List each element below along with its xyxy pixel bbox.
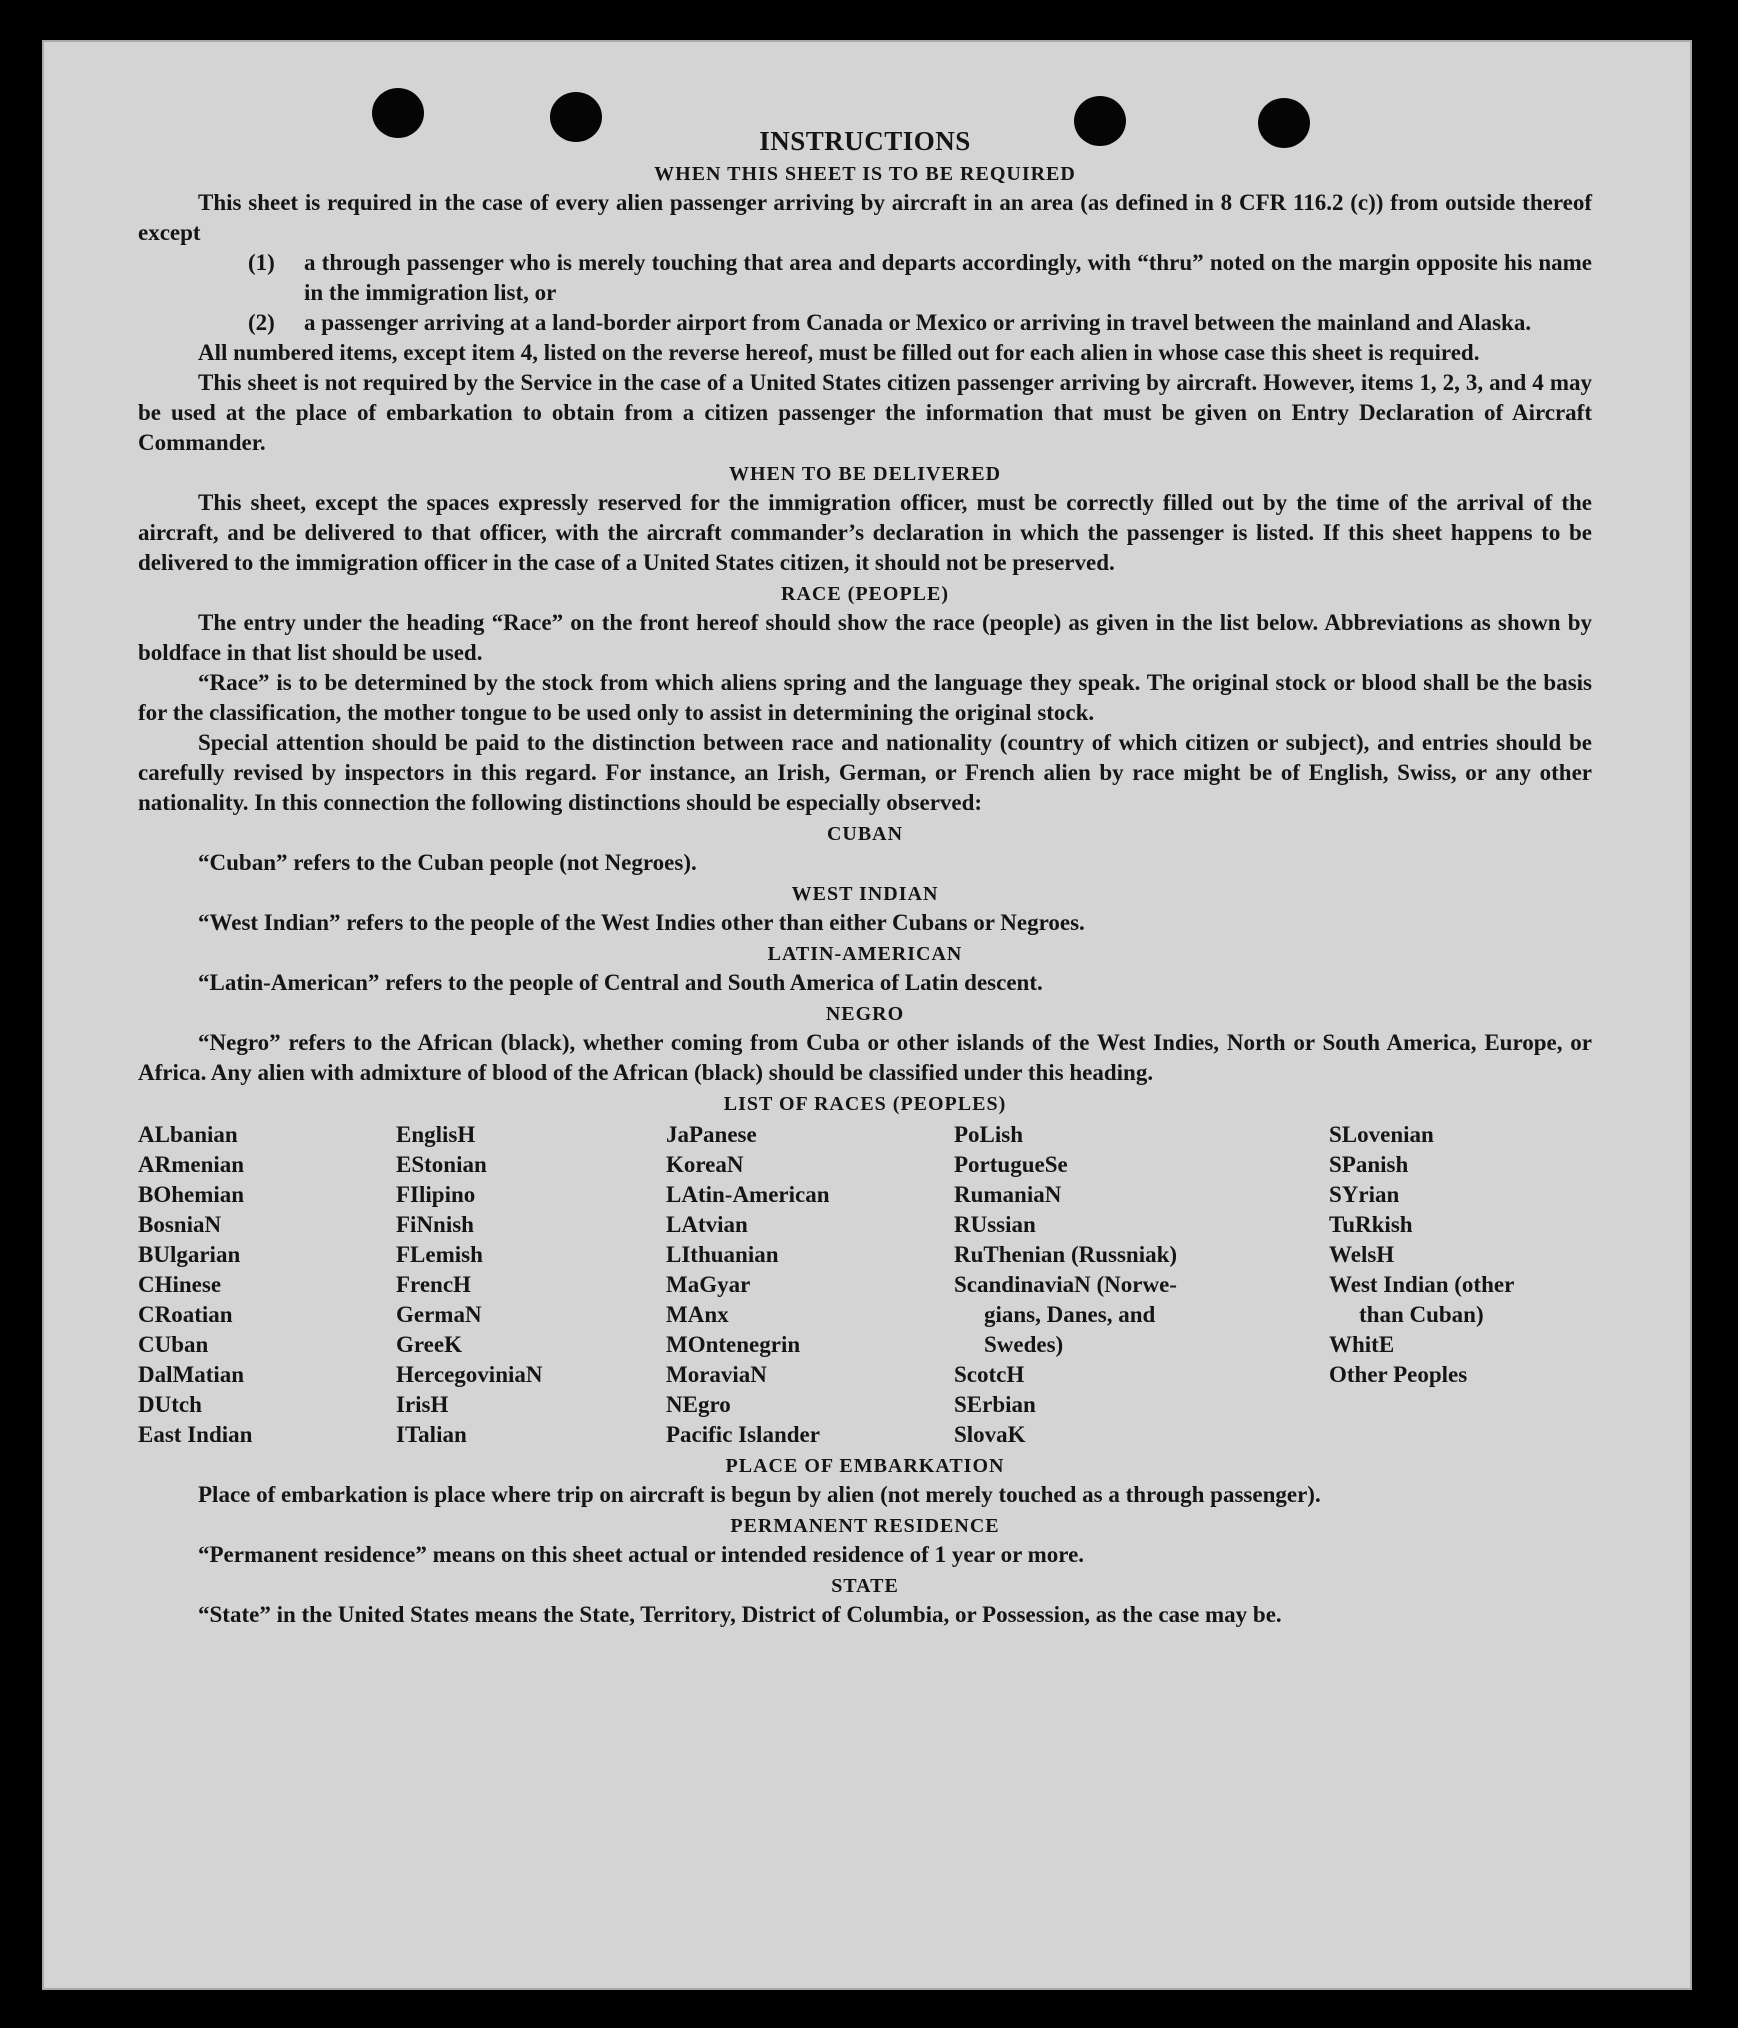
- race-entry: ALbanian: [138, 1122, 238, 1147]
- paragraph: The entry under the heading “Race” on the front hereof should show the race (people) as given in the list below. Abbreviations as shown by boldface in that list should be used.: [138, 610, 1592, 665]
- race-entry: MAnx: [666, 1302, 729, 1327]
- races-column: [666, 1120, 954, 1450]
- paragraph: This sheet is not required by the Service in the case of a United States citizen passenger arriving by aircraft. However, items 1, 2, 3, and 4 may be used at the place of embarkation to obtain from a citizen passenger the information that must be given on Entry Declaration of Aircraft Commander.: [138, 370, 1592, 455]
- race-entry: IrisH: [396, 1392, 449, 1417]
- paragraph: “State” in the United States means the State, Territory, District of Columbia, or Possession, as the case may be.: [198, 1602, 1282, 1627]
- race-entry: KoreaN: [666, 1152, 744, 1177]
- paragraph: “Negro” refers to the African (black), whether coming from Cuba or other islands of the West Indies, North or South America, Europe, or Africa. Any alien with admixture of blood of the African (black) should be classified under this heading.: [138, 1030, 1592, 1085]
- item-number: (1): [248, 250, 275, 275]
- races-list: [138, 1120, 1592, 1450]
- race-entry: MoraviaN: [666, 1362, 767, 1387]
- race-entry: MaGyar: [666, 1272, 751, 1297]
- race-entry: RuThenian (Russniak): [954, 1242, 1178, 1267]
- section-heading: RACE (PEOPLE): [781, 583, 949, 605]
- race-entry: WelsH: [1329, 1242, 1395, 1267]
- list-item: [248, 248, 1592, 308]
- race-entry: GreeK: [396, 1332, 462, 1357]
- section-heading: WHEN THIS SHEET IS TO BE REQUIRED: [654, 163, 1076, 185]
- race-entry: HercegoviniaN: [396, 1362, 543, 1387]
- document-sheet: [42, 40, 1692, 1990]
- race-entry: NEgro: [666, 1392, 731, 1417]
- race-entry: East Indian: [138, 1422, 253, 1447]
- race-entry: FLemish: [396, 1242, 483, 1267]
- section-heading: WEST INDIAN: [791, 883, 939, 905]
- race-entry: SErbian: [954, 1392, 1036, 1417]
- item-number: (2): [248, 310, 275, 335]
- section-heading: CUBAN: [826, 823, 904, 845]
- paragraph: This sheet, except the spaces expressly reserved for the immigration officer, must be correctly filled out by the time of the arrival of the aircraft, and be delivered to that officer, with the aircraft commander’s declaration in which the passenger is listed. If this sheet happens to be delivered to the immigration officer in the case of a United States citizen, it should not be preserved.: [138, 490, 1592, 575]
- section-heading: NEGRO: [825, 1003, 905, 1025]
- race-entry: SLovenian: [1329, 1122, 1434, 1147]
- paragraph: Special attention should be paid to the distinction between race and nationality (country of which citizen or subject), and entries should be carefully revised by inspectors in this regard. For instance, an Irish, German, or French alien by race might be of English, Swiss, or any other nationality. In this connection the following distinctions should be especially observed:: [138, 730, 1592, 815]
- paragraph: “Permanent residence” means on this sheet actual or intended residence of 1 year or more.: [198, 1542, 1085, 1567]
- paragraph: Place of embarkation is place where trip on aircraft is begun by alien (not merely touched as a through passenger).: [198, 1482, 1321, 1507]
- paragraph: This sheet is required in the case of every alien passenger arriving by aircraft in an area (as defined in 8 CFR 116.2 (c)) from outside thereof except: [138, 190, 1592, 245]
- race-entry: LAtvian: [666, 1212, 748, 1237]
- race-entry: ITalian: [396, 1422, 467, 1447]
- section-heading: LATIN-AMERICAN: [767, 943, 963, 965]
- races-column: [396, 1120, 666, 1450]
- race-entry: BOhemian: [138, 1182, 245, 1207]
- race-entry: FIlipino: [396, 1182, 476, 1207]
- race-entry: TuRkish: [1329, 1212, 1413, 1237]
- race-entry: LIthuanian: [666, 1242, 779, 1267]
- section-heading: LIST OF RACES (PEOPLES): [723, 1093, 1007, 1115]
- item-text: a through passenger who is merely touching that area and departs accordingly, with “thru” noted on the margin opposite his name in the immigration list, or: [304, 250, 1592, 305]
- paragraph: “Cuban” refers to the Cuban people (not Negroes).: [198, 850, 697, 875]
- section-heading: STATE: [831, 1575, 899, 1597]
- race-entry: DalMatian: [138, 1362, 245, 1387]
- race-entry: SYrian: [1329, 1182, 1400, 1207]
- race-entry: ARmenian: [138, 1152, 245, 1177]
- race-entry: WhitE: [1329, 1332, 1395, 1357]
- race-entry: EnglisH: [396, 1122, 476, 1147]
- race-entry: RumaniaN: [954, 1182, 1062, 1207]
- instructions-content: [138, 124, 1592, 1630]
- race-entry: EStonian: [396, 1152, 487, 1177]
- race-entry: RUssian: [954, 1212, 1036, 1237]
- section-heading: WHEN TO BE DELIVERED: [728, 463, 1002, 485]
- race-entry: SlovaK: [954, 1422, 1026, 1447]
- race-entry: West Indian (other: [1329, 1272, 1515, 1297]
- race-entry: Other Peoples: [1329, 1362, 1468, 1387]
- race-entry: BosniaN: [138, 1212, 222, 1237]
- races-column: [138, 1120, 396, 1450]
- paragraph: All numbered items, except item 4, listed on the reverse hereof, must be filled out for each alien in whose case this sheet is required.: [198, 340, 1480, 365]
- race-entry: gians, Danes, and: [984, 1302, 1156, 1327]
- item-text: a passenger arriving at a land-border airport from Canada or Mexico or arriving in travel between the mainland and Alaska.: [304, 310, 1532, 335]
- race-entry: PortugueSe: [954, 1152, 1068, 1177]
- race-entry: than Cuban): [1359, 1302, 1484, 1327]
- race-entry: ScotcH: [954, 1362, 1025, 1387]
- races-column: [1329, 1120, 1592, 1450]
- race-entry: FrencH: [396, 1272, 471, 1297]
- paragraph: “Race” is to be determined by the stock from which aliens spring and the language they speak. The original stock or blood shall be the basis for the classification, the mother tongue to be used only to assist in determining the original stock.: [138, 670, 1592, 725]
- paragraph: “Latin-American” refers to the people of Central and South America of Latin descent.: [198, 970, 1043, 995]
- race-entry: GermaN: [396, 1302, 482, 1327]
- race-entry: DUtch: [138, 1392, 202, 1417]
- section-heading: PERMANENT RESIDENCE: [730, 1515, 1000, 1537]
- race-entry: BUlgarian: [138, 1242, 241, 1267]
- race-entry: SPanish: [1329, 1152, 1409, 1177]
- race-entry: CRoatian: [138, 1302, 233, 1327]
- race-entry: JaPanese: [666, 1122, 757, 1147]
- race-entry: Swedes): [984, 1332, 1064, 1357]
- race-entry: Pacific Islander: [666, 1422, 820, 1447]
- race-entry: MOntenegrin: [666, 1332, 801, 1357]
- section-heading: PLACE OF EMBARKATION: [725, 1455, 1005, 1477]
- page-title: INSTRUCTIONS: [759, 126, 971, 156]
- race-entry: CUban: [138, 1332, 209, 1357]
- paragraph: “West Indian” refers to the people of the West Indies other than either Cubans or Negroes.: [198, 910, 1085, 935]
- race-entry: PoLish: [954, 1122, 1024, 1147]
- races-column: [954, 1120, 1329, 1450]
- race-entry: CHinese: [138, 1272, 222, 1297]
- race-entry: FiNnish: [396, 1212, 474, 1237]
- race-entry: ScandinaviaN (Norwe-: [954, 1272, 1177, 1297]
- list-item: [248, 308, 1592, 338]
- race-entry: LAtin-American: [666, 1182, 830, 1207]
